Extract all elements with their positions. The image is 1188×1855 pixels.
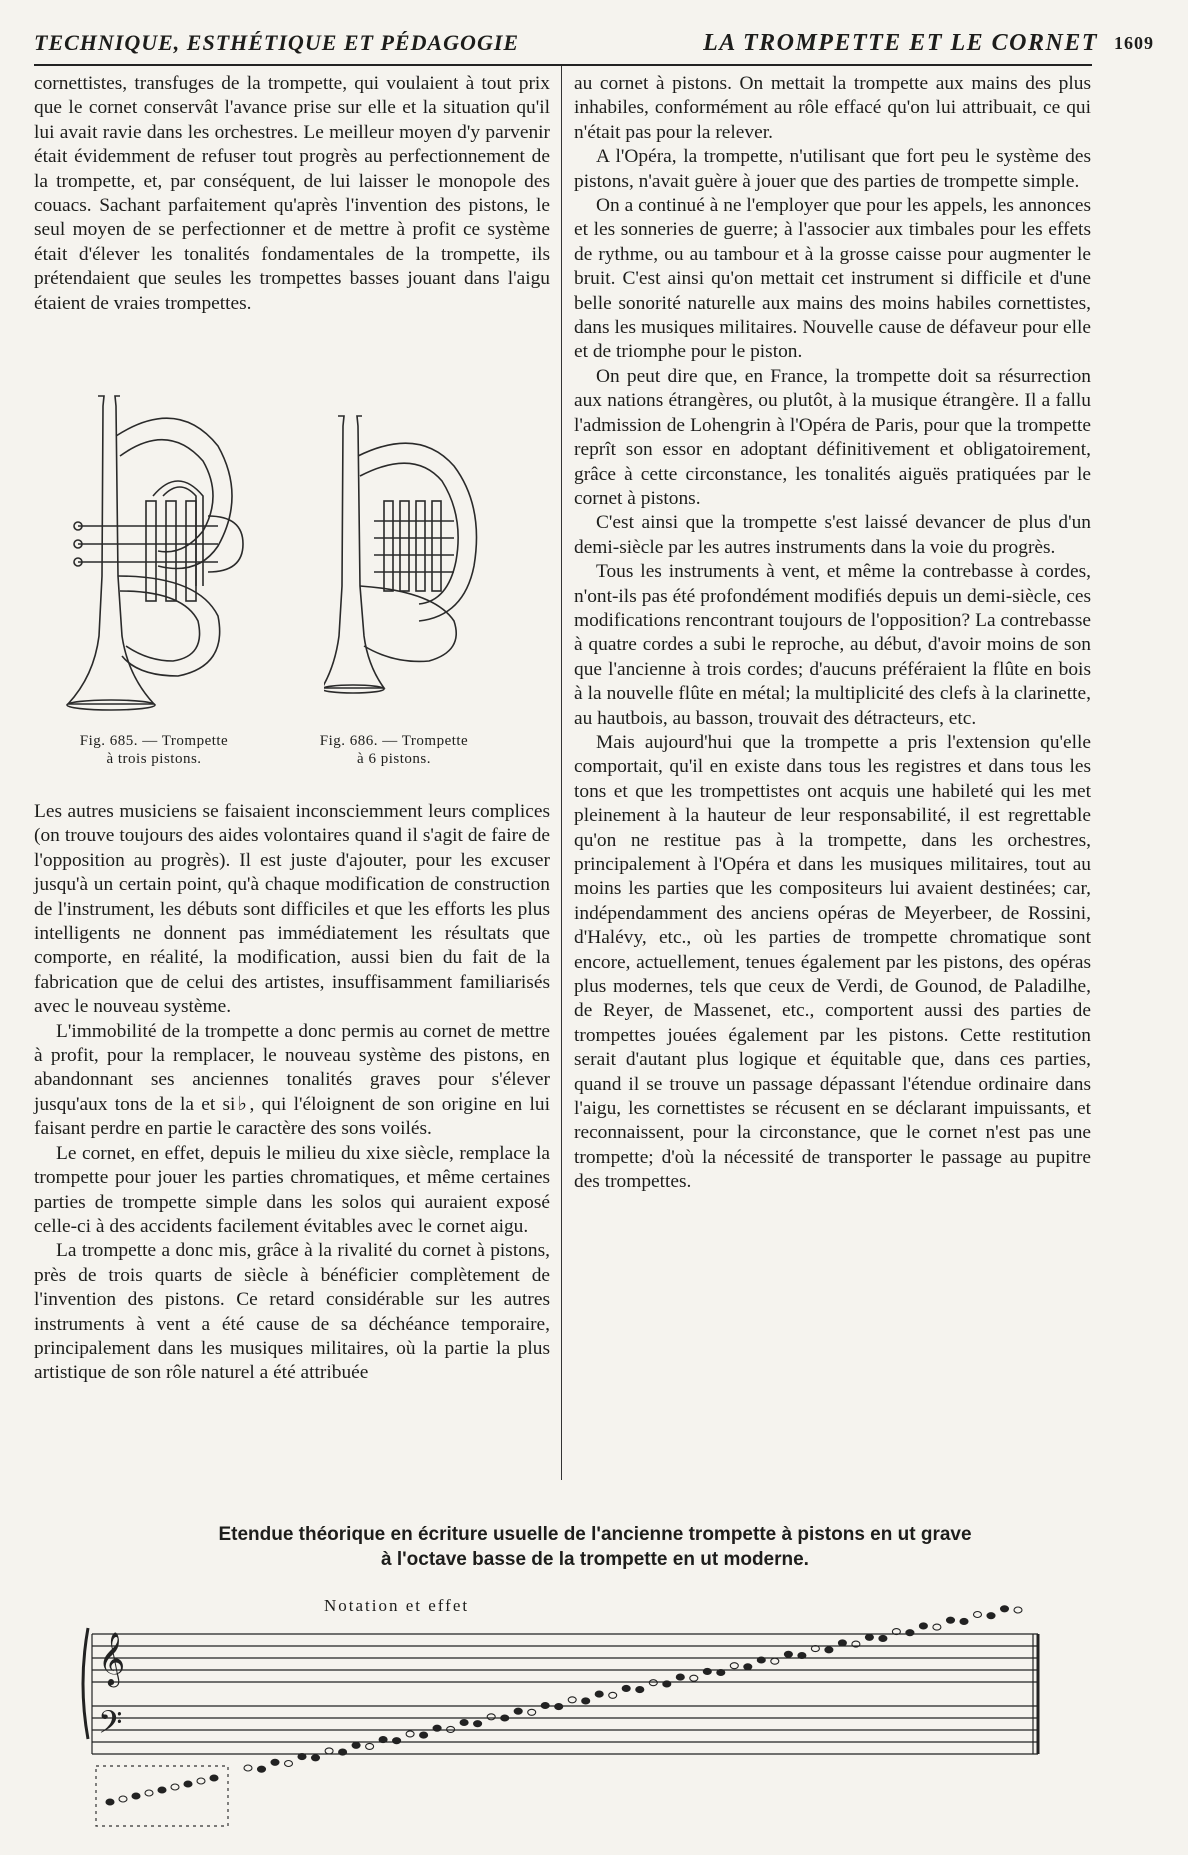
low-notes-box xyxy=(96,1766,228,1826)
right-column xyxy=(574,72,1091,1195)
note-head xyxy=(838,1640,846,1646)
paragraph: La trompette a donc mis, grâce à la rivalité du cornet à pistons, près de trois quarts de siècle à bénéficier complètement de l'invention des pistons. Ce retard considérable sur les autres instruments à vent a été cause de sa déchéance temporaire, principalement dans les musiques militaires, où la partie la plus artistique de son rôle naturel a été attribuée xyxy=(34,1240,550,1384)
paragraph: Mais aujourd'hui que la trompette a pris l'extension qu'elle comportait, qu'il en existe dans tous les registres et dans tous les tons et que les trompettistes ont acquis une habileté qui les met pleinement à la hauteur de leur responsabilité, il est regrettable qu'on ne restitue pas à la trompette, dans les orchestres, principalement à l'Opéra et dans les musiques militaires, tout au moins les parties que les compositeurs lui avaient destinées; car, indépendamment des anciens opéras de Meyerbeer, de Rossini, d'Halévy, etc., où les parties de trompette chromatique sont encore, actuellement, tenues également par les pistons, des opéras plus modernes, tels que ceux de Verdi, de Gounod, de Paladilhe, de Reyer, de Massenet, etc., comportent aussi des parties de trompettes jouées également par les pistons. Cette restitution serait d'autant plus logique et équitable que, dans ces parties, quand il se trouve un passage dépassant l'étendue ordinaire dans l'aigu, les cornettistes se récusent en se déclarant impuissants, et reconnaissent, pour la circonstance, que le cornet n'est pas une trompette; d'où la nécessité de transporter le passage au pupitre des trompettes. xyxy=(574,731,1091,1193)
note-head xyxy=(987,1613,995,1619)
header-section-title: TECHNIQUE, ESTHÉTIQUE ET PÉDAGOGIE xyxy=(34,30,520,55)
note-head xyxy=(474,1721,482,1727)
note-head xyxy=(184,1781,192,1787)
note-head xyxy=(636,1687,644,1693)
treble-clef-icon: 𝄞 xyxy=(98,1631,126,1685)
note-head xyxy=(919,1623,927,1629)
note-head xyxy=(258,1766,266,1772)
header-chapter-title: LA TROMPETTE ET LE CORNET xyxy=(703,30,1098,56)
note-head xyxy=(744,1664,752,1670)
left-column-bottom xyxy=(34,800,550,1386)
left-column-top xyxy=(34,72,550,316)
paragraph: au cornet à pistons. On mettait la trompette aux mains des plus inhabiles, conformément au rôle effacé qu'on lui attribuait, ce qui n'était pas pour la relever. xyxy=(574,73,1091,143)
trumpet-three-pistons-figure xyxy=(58,376,248,767)
caption-line: Fig. 685. — Trompette xyxy=(79,733,229,749)
music-example-title xyxy=(40,1522,1150,1572)
paragraph: A l'Opéra, la trompette, n'utilisant que fort peu le système des pistons, n'avait guère à jouer que des parties de trompette simple. xyxy=(574,146,1091,192)
note-head xyxy=(433,1725,441,1731)
page-number: 1609 xyxy=(1114,33,1154,53)
staff-label: Notation et effet xyxy=(324,1596,470,1615)
note-head xyxy=(717,1670,725,1676)
note-head xyxy=(906,1630,914,1636)
note-head xyxy=(132,1793,140,1799)
note-head xyxy=(582,1698,590,1704)
trumpet-three-pistons-illustration xyxy=(58,376,248,726)
note-head xyxy=(555,1704,563,1710)
paragraph: Les autres musiciens se faisaient inconsciemment leurs complices (on trouve toujours des aides volontaires quand il s'agit de faire de l'opposition au progrès). Il est juste d'ajouter, pour les excuser jusqu'à un certain point, qu'à chaque modification de construction de l'instrument, les débuts sont difficiles et que les efforts les plus intelligents ne donnent pas immédiatement les résultats que comporte, en réalité, la modification, aussi bien du fait de la fabrication que de celui des artistes, insuffisamment familiarisés avec le nouveau système. xyxy=(34,801,550,1018)
note-head xyxy=(974,1612,982,1618)
note-head xyxy=(501,1715,509,1721)
note-head xyxy=(514,1708,522,1714)
running-head xyxy=(34,28,1154,64)
note-head xyxy=(393,1738,401,1744)
note-head xyxy=(865,1634,873,1640)
note-head xyxy=(879,1635,887,1641)
paragraph: Le cornet, en effet, depuis le milieu du xixe siècle, remplace la trompette pour jouer les parties chromatiques, et même certaines parties de trompette simple dans les solos qui auraient exposé celle-ci à des accidents facilement évitables avec le cornet aigu. xyxy=(34,1142,550,1237)
note-head xyxy=(379,1737,387,1743)
trumpet-six-pistons-illustration xyxy=(324,406,494,706)
note-head xyxy=(366,1743,374,1749)
paragraph: On peut dire que, en France, la trompette doit sa résurrection aux nations étrangères, ou plutôt, à la musique étrangère. Il a fallu l'admission de Lohengrin à l'Opéra de Paris, pour que la trompette reprît son essor en adoptant définitivement et obligatoirement, grâce à cette circonstance, les tonalités aiguës pratiquées par le cornet à pistons. xyxy=(574,365,1091,509)
trumpet-six-pistons-figure xyxy=(319,406,494,767)
brace-icon xyxy=(83,1628,88,1739)
note-head xyxy=(703,1668,711,1674)
note-head xyxy=(352,1742,360,1748)
note-head xyxy=(312,1755,320,1761)
note-head xyxy=(757,1657,765,1663)
note-head xyxy=(933,1624,941,1630)
note-head xyxy=(1014,1607,1022,1613)
note-head xyxy=(325,1748,333,1754)
caption-line: à trois pistons. xyxy=(106,751,202,767)
column-divider xyxy=(561,66,562,1480)
note-head xyxy=(595,1691,603,1697)
note-head xyxy=(420,1732,428,1738)
bass-clef-icon: 𝄢 xyxy=(98,1704,123,1748)
paragraph: C'est ainsi que la trompette s'est laissé devancer de plus d'un demi-siècle par les autres instruments dans la voie du progrès. xyxy=(574,512,1091,558)
note-head xyxy=(609,1692,617,1698)
note-head xyxy=(487,1714,495,1720)
note-head xyxy=(771,1658,779,1664)
note-head xyxy=(197,1778,205,1784)
music-staff xyxy=(78,1594,1178,1834)
caption-line: Fig. 686. — Trompette xyxy=(319,733,469,749)
note-head xyxy=(784,1651,792,1657)
note-head xyxy=(106,1799,114,1805)
title-line: Etendue théorique en écriture usuelle de l'ancienne trompette à pistons en ut grave xyxy=(218,1524,972,1545)
note-head xyxy=(171,1784,179,1790)
header-rule xyxy=(34,64,1092,66)
note-head xyxy=(244,1765,252,1771)
figure-685-caption xyxy=(44,732,264,768)
staff-lines xyxy=(92,1634,1038,1754)
figure-686-caption xyxy=(284,732,504,768)
note-head xyxy=(568,1697,576,1703)
note-head xyxy=(298,1754,306,1760)
note-head xyxy=(285,1761,293,1767)
figures-block xyxy=(34,376,550,790)
paragraph: L'immobilité de la trompette a donc permis au cornet de mettre à profit, pour la remplacer, le nouveau système des pistons, en abandonnant ses anciennes tonalités graves pour s'élever jusqu'aux tons de la et si♭, qui l'éloignent de son origine en lui faisant perdre en partie le caractère des sons voilés. xyxy=(34,1020,550,1140)
paragraph: cornettistes, transfuges de la trompette, qui voulaient à tout prix que le cornet conservât l'avance prise sur elle et la situation qu'il lui avait ravie dans les orchestres. Le meilleur moyen d'y parvenir était évidemment de refuser tout progrès au perfectionnement de la trompette, et, par conséquent, de lui laisser le monopole des couacs. Sachant parfaitement qu'après l'invention des pistons, le seul moyen de se perfectionner et de mettre à profit ce système était d'élever les tonalités fondamentales de la trompette, ils prétendaient que seules les trompettes basses jouant dans l'aigu étaient de vraies trompettes. xyxy=(34,73,550,314)
note-head xyxy=(649,1680,657,1686)
note-head xyxy=(528,1709,536,1715)
note-head xyxy=(1001,1606,1009,1612)
note-head xyxy=(663,1681,671,1687)
note-head xyxy=(271,1759,279,1765)
note-head xyxy=(730,1663,738,1669)
note-head xyxy=(798,1653,806,1659)
note-head xyxy=(210,1775,218,1781)
note-head xyxy=(406,1731,414,1737)
note-head xyxy=(622,1685,630,1691)
note-head xyxy=(960,1618,968,1624)
note-head xyxy=(541,1703,549,1709)
paragraph: On a continué à ne l'employer que pour les appels, les annonces et les sonneries de guerre; à l'associer aux timbales pour les effets de rythme, ou au tambour et à la grosse caisse pour augmenter le bruit. C'est ainsi qu'on mettait cet instrument si difficile et d'une belle sonorité naturelle aux mains des moins habiles cornettistes, dans les musiques militaires. Nouvelle cause de défaveur pour elle et de triomphe pour le piston. xyxy=(574,195,1091,363)
note-head xyxy=(690,1675,698,1681)
note-head xyxy=(145,1790,153,1796)
grand-staff-svg xyxy=(78,1594,1058,1834)
note-head xyxy=(947,1617,955,1623)
caption-line: à 6 pistons. xyxy=(357,751,431,767)
note-head xyxy=(158,1787,166,1793)
note-head xyxy=(460,1720,468,1726)
note-head xyxy=(339,1749,347,1755)
note-head xyxy=(825,1647,833,1653)
note-head xyxy=(676,1674,684,1680)
note-head xyxy=(119,1796,127,1802)
paragraph: Tous les instruments à vent, et même la contrebasse à cordes, n'ont-ils pas été profondément modifiés depuis un demi-siècle, ces modifications rencontrant toujours de l'opposition? La contrebasse à quatre cordes a subi le reproche, au début, d'avoir moins de son que l'ancienne à trois cordes; d'aucuns préféraient la flûte en bois à la nouvelle flûte en métal; la multiplicité des clefs à la clarinette, au hautbois, au basson, trouvait des détracteurs, etc. xyxy=(574,561,1091,729)
title-line: à l'octave basse de la trompette en ut moderne. xyxy=(381,1549,809,1570)
